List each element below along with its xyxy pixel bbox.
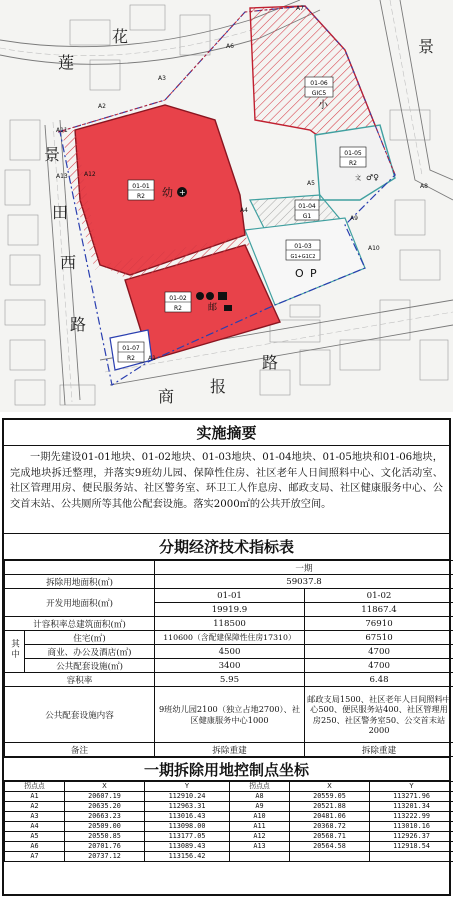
- residential-label: 住宅(㎡): [25, 631, 155, 645]
- coord-cell: 20550.85: [65, 832, 145, 842]
- facility-content-1: 9班幼儿园2100（独立占地2700）、社区健康服务中心1000: [155, 687, 305, 743]
- plot-01-05-code: 01-05: [344, 150, 362, 157]
- street-tianxi-2: 西: [60, 253, 77, 272]
- dev-area-label: 开发用地面积(㎡): [5, 589, 155, 617]
- far-area-value-1: 118500: [155, 617, 305, 631]
- coord-cell: A7: [5, 852, 65, 862]
- summary-text: 一期先建设01-01地块、01-02地块、01-03地块、01-04地块、01-05地块和01-06地块，完成地块拆迁整理，并落实9班幼儿园、保障性住房、社区老年人日间照料中心、文化活动室、社区管理用房、便民服务站、社区警务室、环卫工人作息房、邮政支局、社区健康服务中心、公交首末站、公共厕所等其他公配套设施。落实2000㎡的公共开放空间。: [4, 446, 449, 534]
- qizhong-label: 其中: [5, 631, 25, 673]
- coord-cell: 112926.37: [370, 832, 453, 842]
- coord-cell: [290, 852, 370, 862]
- plot-01-02-code: 01-02: [169, 295, 187, 302]
- plot-01-02-sub: R2: [174, 305, 182, 312]
- far-area-value-2: 76910: [305, 617, 453, 631]
- coord-cell: A9: [230, 802, 290, 812]
- note-value-1: 拆除重建: [155, 743, 305, 757]
- coord-cell: A6: [5, 842, 65, 852]
- coords-header: X: [290, 782, 370, 792]
- facility-icon-2: [206, 292, 214, 300]
- point-A2: A2: [98, 103, 106, 110]
- coord-cell: A8: [230, 792, 290, 802]
- dev-plot-2: 01-02: [305, 589, 453, 603]
- plot-ratio-value-1: 5.95: [155, 673, 305, 687]
- coord-cell: A3: [5, 812, 65, 822]
- coord-cell: 20663.23: [65, 812, 145, 822]
- document-panel: [2, 418, 451, 896]
- coords-header: 拐点点: [5, 782, 65, 792]
- site-plan-drawing: [0, 0, 453, 412]
- svg-text:+: +: [179, 188, 186, 197]
- coord-cell: A11: [230, 822, 290, 832]
- demolition-label: 拆除用地面积(㎡): [5, 575, 155, 589]
- plot-01-01-code: 01-01: [132, 183, 150, 190]
- street-lu-left: 路: [70, 315, 87, 334]
- plot-01-06-sub: GIC5: [311, 90, 327, 97]
- facility-content-label: 公共配套设施内容: [5, 687, 155, 743]
- coord-cell: 113177.05: [145, 832, 230, 842]
- plot-01-05-sub: R2: [349, 160, 357, 167]
- table-row: [5, 822, 453, 832]
- coord-cell: A12: [230, 832, 290, 842]
- coord-cell: 113222.99: [370, 812, 453, 822]
- coord-cell: A10: [230, 812, 290, 822]
- facility-icon-1: [196, 292, 204, 300]
- point-A8: A8: [420, 183, 428, 190]
- plot-01-04-code: 01-04: [298, 203, 316, 210]
- street-jing-right: 景: [418, 37, 435, 56]
- point-A1: A1: [148, 355, 156, 362]
- coords-header: X: [65, 782, 145, 792]
- table-row: [5, 832, 453, 842]
- coord-cell: 20564.58: [290, 842, 370, 852]
- kindergarten-symbol: 幼: [162, 186, 173, 199]
- coords-header: 拐点点: [230, 782, 290, 792]
- point-A13: A13: [56, 173, 68, 180]
- coord-cell: 20368.72: [290, 822, 370, 832]
- plot-ratio-label: 容积率: [5, 673, 155, 687]
- point-A5: A5: [307, 180, 315, 187]
- coord-cell: 20607.19: [65, 792, 145, 802]
- coord-cell: A5: [5, 832, 65, 842]
- coords-header: Y: [145, 782, 230, 792]
- point-A9: A9: [350, 215, 358, 222]
- coord-cell: 20635.20: [65, 802, 145, 812]
- point-A11: A11: [56, 127, 68, 134]
- point-A12: A12: [84, 171, 96, 178]
- phase-header: 一期: [155, 561, 453, 575]
- street-shangbao-1: 商: [158, 387, 175, 406]
- plot-01-03-code: 01-03: [294, 243, 312, 250]
- plot-01-07-sub: R2: [127, 355, 135, 362]
- dev-area-value-1: 19919.9: [155, 603, 305, 617]
- coord-cell: 20568.71: [290, 832, 370, 842]
- coord-cell: [230, 852, 290, 862]
- table-row: [5, 792, 453, 802]
- coord-cell: 113089.43: [145, 842, 230, 852]
- coord-cell: 112910.24: [145, 792, 230, 802]
- coord-cell: 113201.34: [370, 802, 453, 812]
- street-shangbao-2: 报: [210, 377, 227, 396]
- dev-area-value-2: 11867.4: [305, 603, 453, 617]
- coord-cell: A4: [5, 822, 65, 832]
- street-lianhua-2: 花: [112, 27, 129, 46]
- coord-cell: 112963.31: [145, 802, 230, 812]
- coord-cell: 113271.96: [370, 792, 453, 802]
- commercial-label: 商业、办公及酒店(㎡): [25, 645, 155, 659]
- coord-cell: 20701.76: [65, 842, 145, 852]
- plot-01-06-code: 01-06: [310, 80, 328, 87]
- point-A7: A7: [296, 5, 304, 12]
- plot-01-04-sub: G1: [302, 213, 312, 220]
- summary-title: 实施摘要: [4, 420, 449, 446]
- coord-cell: 20521.88: [290, 802, 370, 812]
- table-row: [5, 812, 453, 822]
- facility-content-2: 邮政支局1500、社区老年人日间照料中心500、便民服务站400、社区管理用房250、社区警务室50、公交首末站2000: [305, 687, 453, 743]
- point-A10: A10: [368, 245, 380, 252]
- public-facility-value-1: 3400: [155, 659, 305, 673]
- facility-icon-4: [224, 305, 232, 311]
- coord-cell: A2: [5, 802, 65, 812]
- coord-cell: A1: [5, 792, 65, 802]
- parking-symbol: P: [310, 267, 317, 280]
- toilet-icon: ♂♀: [366, 173, 380, 182]
- plot-01-07-code: 01-07: [122, 345, 140, 352]
- table-row: [5, 852, 453, 862]
- street-jing-left: 景: [44, 145, 61, 164]
- plot-01-01-sub: R2: [137, 193, 145, 200]
- indicators-table: [4, 560, 453, 757]
- coord-cell: A13: [230, 842, 290, 852]
- coord-cell: 20509.00: [65, 822, 145, 832]
- note-value-2: 拆除重建: [305, 743, 453, 757]
- table-row: [5, 842, 453, 852]
- coord-cell: 113156.42: [145, 852, 230, 862]
- coords-header-row: [5, 782, 453, 792]
- coord-cell: 20737.12: [65, 852, 145, 862]
- residential-value-1: 110600（含配建保障性住房17310）: [155, 631, 305, 645]
- far-area-label: 计容积率总建筑面积(㎡): [5, 617, 155, 631]
- public-facility-label: 公共配套设施(㎡): [25, 659, 155, 673]
- coord-cell: 113098.00: [145, 822, 230, 832]
- coords-title: 一期拆除用地控制点坐标: [4, 757, 449, 781]
- public-facility-value-2: 4700: [305, 659, 453, 673]
- commercial-value-1: 4500: [155, 645, 305, 659]
- toilet-symbol: 文: [355, 175, 362, 182]
- coord-cell: 113016.43: [145, 812, 230, 822]
- dev-plot-1: 01-01: [155, 589, 305, 603]
- primary-school-symbol: 小: [318, 100, 328, 111]
- coord-cell: 113010.16: [370, 822, 453, 832]
- note-label: 备注: [5, 743, 155, 757]
- coords-table: [4, 781, 453, 862]
- street-lianhua-1: 莲: [58, 53, 75, 72]
- post-office-symbol: 邮: [208, 303, 218, 313]
- point-A3: A3: [158, 75, 166, 82]
- residential-value-2: 67510: [305, 631, 453, 645]
- plot-01-03-sub: G1+G1C2: [290, 254, 316, 260]
- open-space-symbol: O: [295, 267, 304, 280]
- site-plan-map: [0, 0, 453, 412]
- coords-header: Y: [370, 782, 453, 792]
- coord-cell: 112918.54: [370, 842, 453, 852]
- street-tianxi-1: 田: [52, 203, 69, 222]
- coord-cell: 20559.05: [290, 792, 370, 802]
- point-A4: A4: [240, 207, 248, 214]
- table-row: [5, 802, 453, 812]
- commercial-value-2: 4700: [305, 645, 453, 659]
- point-A6: A6: [226, 43, 234, 50]
- facility-icon-3: [218, 292, 227, 300]
- street-shangbao-3: 路: [262, 353, 279, 372]
- coord-cell: 20481.06: [290, 812, 370, 822]
- indicators-title: 分期经济技术指标表: [4, 534, 449, 560]
- plot-ratio-value-2: 6.48: [305, 673, 453, 687]
- coord-cell: [370, 852, 453, 862]
- demolition-value: 59037.8: [155, 575, 453, 589]
